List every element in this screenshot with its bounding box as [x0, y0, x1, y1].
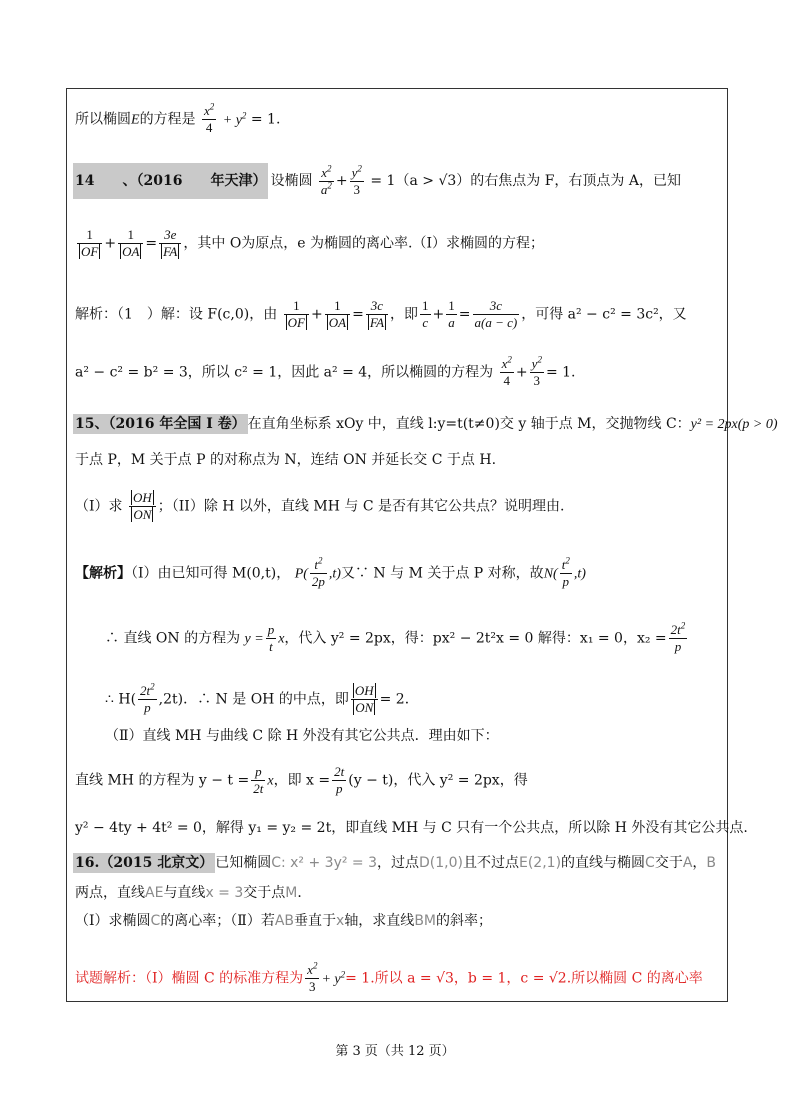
- q16-point-e: E(2,1): [519, 855, 562, 871]
- q15-sol3b: ,2t)．∴ N 是 OH 的中点，即: [158, 691, 349, 708]
- var-e: E: [131, 112, 140, 128]
- eq-end: = 1.: [250, 111, 281, 128]
- q14-solution-2: a² − c² = b² = 3，所以 c² = 1，因此 a² = 4，所以椭圆的方程为 $\frac{x^2}{4}$ + $\frac{y^2}{3}$ = 1.: [75, 354, 576, 388]
- q15-sol2b: ，代入 y² = 2px，得：px² − 2t²x = 0 解得：x₁ = 0，x₂ =: [284, 630, 667, 647]
- q15-sol2a: ∴ 直线 ON 的方程为: [105, 630, 241, 647]
- q16-text3: 且不过点: [463, 855, 519, 871]
- frac-2t2-p: $\frac{2t^2}{p}$: [670, 620, 686, 654]
- q16-text: 已知椭圆: [215, 855, 272, 871]
- frac-1-of: $\frac{1}{OF}$: [77, 227, 102, 260]
- solution-tag: 【解析】: [75, 565, 131, 582]
- q15-eq: y² = 2px(p > 0): [690, 417, 778, 432]
- q16-sol: 试题解析：（Ⅰ）椭圆 C 的标准方程为: [75, 970, 304, 987]
- q15-solution-1: 【解析】（Ⅰ）由已知可得 M(0,t)， P( $\frac{t^2}{2p}$ ,t)又∵ N 与 M 关于点 P 对称，故N( $\frac{t^2}{p}$ ,t): [75, 555, 586, 589]
- q14-line2: $\frac{1}{OF}$ + $\frac{1}{OA}$ = $\frac{3e}{FA}$ ，其中 O为原点，e 为椭圆的离心率.（Ⅰ）求椭圆的方程；: [75, 227, 544, 260]
- question-16: 16.（2015 北京文） 已知椭圆C: x² + 3y² = 3，过点D(1,0)且不过点E(2,1)的直线与椭圆C交于A，B: [75, 855, 717, 871]
- q14-sol2: a² − c² = b² = 3，所以 c² = 1，因此 a² = 4，所以椭圆的方程为: [75, 364, 494, 381]
- q16-b: B: [706, 855, 717, 871]
- q15-sol5b: ，即 x =: [273, 772, 331, 789]
- q14-line2-text: ，其中 O为原点，e 为椭圆的离心率.（Ⅰ）求椭圆的方程；: [183, 235, 545, 252]
- frac-3e-fa: $\frac{3e}{FA}$: [159, 227, 181, 260]
- q16-a: A: [682, 855, 693, 871]
- q14-sol2-end: = 1.: [545, 364, 576, 381]
- frac-x2-a2: $\frac{x^2}{a^2}$: [320, 163, 332, 197]
- q16-line3a: （Ⅰ）求椭圆: [75, 913, 151, 929]
- q16-line3b: 的离心率；（Ⅱ）若: [160, 913, 275, 929]
- frac-x2-4-b: $\frac{x^2}{4}$: [501, 354, 512, 388]
- question-15-tag: 15、（2016 年全国 I 卷）: [75, 416, 246, 432]
- q16-m: M: [285, 885, 298, 901]
- frac-3c-fa: $\frac{3c}{FA}$: [366, 298, 388, 331]
- frac-2t2-p-b: $\frac{2t^2}{p}$: [140, 681, 155, 715]
- q16-c-2: C: [150, 913, 161, 929]
- q16-line3e: 的斜率；: [436, 913, 492, 929]
- q16-ae: AE: [145, 885, 164, 901]
- q14-solution-1: 解析：（1 ）解：设 F(c,0)，由 $\frac{1}{OF}$ + $\frac{1}{OA}$ = $\frac{3c}{FA}$ ，即 $\frac{1}{c}$ + $\frac{1}{a}$ = $\frac{3c}{a(a - c)}$ ，可得 a² − c² = 3c²，又: [75, 298, 687, 330]
- text-b: 的方程是: [139, 111, 196, 128]
- frac-y2-3: $\frac{y^2}{3}$: [351, 163, 362, 197]
- q15-solution-6: [75, 818, 748, 838]
- frac-p-2t: $\frac{p}{2t}$: [253, 764, 264, 796]
- q16-solution: 试题解析：（Ⅰ）椭圆 C 的标准方程为 $\frac{x^2}{3}$ + $y^2= 1$.所以 a = √3，b = 1，c = √2.所以椭圆 C 的离心率: [75, 960, 703, 994]
- q16-line3c: 垂直于: [294, 913, 337, 929]
- q16-ab: AB: [274, 913, 295, 929]
- ellipse-e-result: 所以椭圆E的方程是 $\frac{x^2}{4}$ + $y^2 = 1$.: [75, 101, 281, 135]
- q14-cond: = 1（a > √3）的右焦点为 F，右顶点为 A，已知: [370, 173, 681, 189]
- q16-sol-b: = 1.所以 a = √3，b = 1，c = √2.所以椭圆 C 的离心率: [345, 970, 703, 987]
- frac-x2-4: $\frac{x^2}{4}$: [204, 101, 215, 135]
- q15-solution-3: [105, 683, 419, 716]
- q15-sol1: （Ⅰ）由已知可得 M(0,t)，: [131, 565, 291, 582]
- q14-sol1: 解析：（1 ）解：设 F(c,0)，由: [75, 306, 278, 323]
- q15-line3b: ；（II）除 H 以外，直线 MH 与 C 是否有其它公共点？说明理由.: [157, 498, 565, 515]
- q15-line3: [75, 490, 564, 523]
- frac-oh-on: $\frac{OH}{ON}$: [129, 490, 156, 523]
- q15-sol5c: (y − t)，代入 y² = 2px，得: [348, 772, 528, 789]
- frac-t2-2p: $\frac{t^2}{2p}$: [311, 555, 325, 589]
- q15-line2-text: 于点 P，M 关于点 P 的对称点为 N，连结 ON 并延长交 C 于点 H.: [75, 452, 497, 468]
- frac-1-of-b: $\frac{1}{OF}$: [284, 298, 309, 331]
- q15-sol3a: ∴ H(: [105, 691, 137, 708]
- q15-text: 在直角坐标系 xOy 中，直线 l:y=t(t≠0)交 y 轴于点 M，交抛物线 C：: [247, 416, 691, 432]
- frac-x2-3: $\frac{x^2}{3}$: [307, 960, 318, 994]
- q16-line2b: 与直线: [163, 885, 206, 901]
- q15-line2: [75, 450, 496, 470]
- page-footer: 第 3 页（共 12 页）: [335, 1044, 455, 1059]
- q15-sol6: y² − 4ty + 4t² = 0，解得 y₁ = y₂ = 2t，即直线 MH 与 C 只有一个公共点，所以除 H 外没有其它公共点.: [75, 820, 748, 836]
- q15-sol5a: 直线 MH 的方程为 y − t =: [75, 772, 250, 789]
- q16-text2: ，过点: [377, 855, 420, 871]
- q16-c: C: [645, 855, 655, 871]
- q15-solution-2: ∴ 直线 ON 的方程为 y = $\frac{p}{t}$ x，代入 y² = 2px，得：px² − 2t²x = 0 解得：x₁ = 0，x₂ = $\frac{2t^2}{p}$: [105, 620, 686, 654]
- q16-text4: 的直线与椭圆: [561, 855, 646, 871]
- question-16-tag: 16.（2015 北京文）: [75, 855, 214, 871]
- frac-1-oa-b: $\frac{1}{OA}$: [325, 298, 350, 331]
- frac-oh-on-b: $\frac{OH}{ON}$: [351, 683, 378, 716]
- q16-bm: BM: [414, 913, 436, 929]
- q16-line3d: 轴，求直线: [344, 913, 415, 929]
- frac-t2-p: $\frac{t^2}{p}$: [561, 555, 570, 589]
- q16-line2: 两点，直线AE与直线x = 3交于点M．: [75, 885, 312, 901]
- q14-sol1c: ，可得 a² − c² = 3c²，又: [521, 306, 687, 323]
- frac-1-oa: $\frac{1}{OA}$: [118, 227, 143, 260]
- frac-y2-3-b: $\frac{y^2}{3}$: [531, 354, 542, 388]
- q15-line3a: （I）求: [75, 498, 123, 515]
- q15-sol3c: = 2．: [379, 691, 419, 708]
- frac-1-a: $\frac{1}{a}$: [448, 298, 455, 330]
- q14-text: 设椭圆: [270, 173, 313, 189]
- frac-1-c: $\frac{1}{c}$: [422, 298, 429, 330]
- frac-p-t: $\frac{p}{t}$: [267, 622, 275, 654]
- q16-line2c: 交于点: [243, 885, 286, 901]
- q16-ellipse: C: x² + 3y² = 3: [271, 855, 378, 871]
- q16-text5: 交于: [654, 855, 683, 871]
- question-14-tag: 14 、（2016 年天津）: [73, 163, 268, 199]
- q16-line3: [75, 911, 492, 931]
- question-15: [75, 414, 778, 435]
- q14-sol1b: ，即: [390, 306, 419, 323]
- question-14: 14 、（2016 年天津） 设椭圆 $\frac{x^2}{a^2}$ + $\frac{y^2}{3}$ = 1（a > √3）的右焦点为 F，右顶点为 A，已知: [75, 163, 681, 199]
- q16-x: x: [336, 913, 345, 929]
- q15-sol1b: 又∵ N 与 M 关于点 P 对称，故: [340, 565, 544, 582]
- frac-3c-aac: $\frac{3c}{a(a - c)}$: [474, 298, 518, 330]
- q16-x3: x = 3: [205, 885, 244, 901]
- q16-point-d: D(1,0): [419, 855, 463, 871]
- q16-line2a: 两点，直线: [75, 885, 145, 901]
- q15-solution-4: [105, 726, 499, 746]
- q15-sol4: （Ⅱ）直线 MH 与曲线 C 除 H 外没有其它公共点．理由如下：: [105, 728, 499, 744]
- q15-solution-5: 直线 MH 的方程为 y − t = $\frac{p}{2t}$ x，即 x = $\frac{2t}{p}$ (y − t)，代入 y² = 2px，得: [75, 764, 528, 796]
- frac-2t-p: $\frac{2t}{p}$: [334, 764, 345, 796]
- text-a: 所以椭圆: [75, 111, 131, 128]
